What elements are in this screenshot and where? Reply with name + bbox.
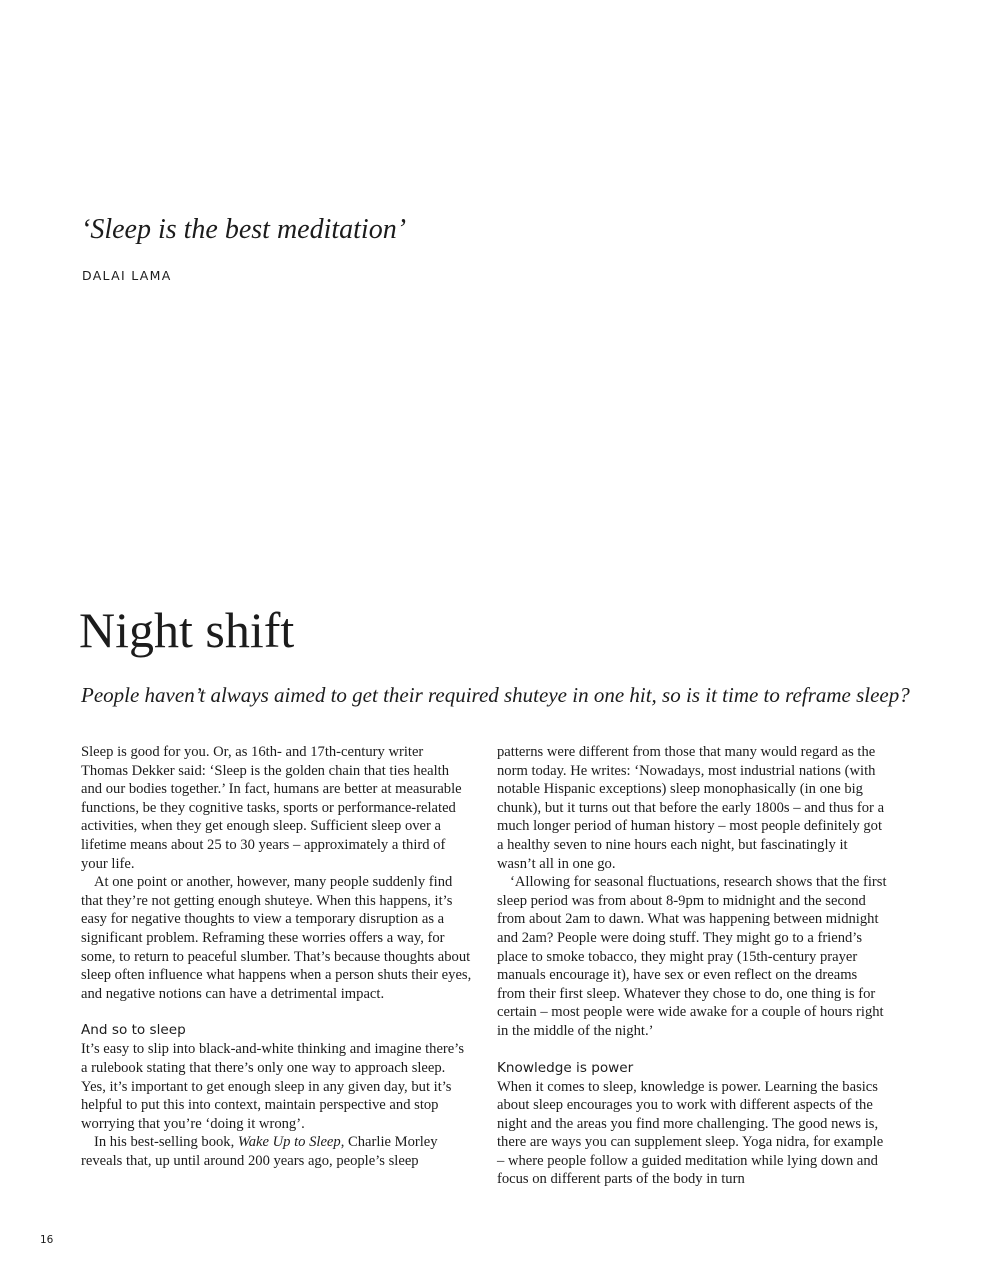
body-paragraph: At one point or another, however, many people suddenly find that they’re not getting enough shuteye. When this happens, it’s easy for negative thoughts to view a temporary disruption as a significant problem. Reframing these worries offers a way, for some, to return to peaceful slumber. That’s because thoughts about sleep often influence what happens when a person shuts their eyes, and negative notions can have a detrimental impact. [81, 874, 472, 1002]
body-paragraph [81, 1133, 473, 1170]
body-text: , Charlie Morley reveals that, up until around 200 years ago, people’s sleep [81, 1134, 438, 1169]
article-title: Night shift [79, 602, 295, 658]
body-paragraph: When it comes to sleep, knowledge is power. Learning the basics about sleep encourages you to work with different aspects of the night and the areas you find more challenging. The good news is, there are ways you can supplement sleep. Yoga nidra, for example – where people follow a guided meditation while lying down and focus on different parts of the body in turn [497, 1078, 884, 1188]
page-number: 16 [40, 1234, 54, 1246]
body-paragraph: ‘Allowing for seasonal fluctuations, research shows that the first sleep period was from about 8-9pm to midnight and the second from about 2am to dawn. What was happening between midnight and 2am? People were doing stuff. They might go to a friend’s place to smoke tobacco, they might pray (15th-century prayer manuals encourage it), have sex or even reflect on the dreams from their first sleep. Whatever they chose to do, one thing is for certain – most people were wide awake for a couple of hours right in the middle of the night.’ [497, 874, 887, 1039]
body-paragraph: patterns were different from those that many would regard as the norm today. He writes: ‘Nowadays, most industrial nations (with notable Hispanic exceptions) sleep monophasically (in one big chunk), but it turns out that before the early 1800s – and thus for a much longer period of human history – most people definitely got a healthy seven to nine hours each night, but fascinatingly it wasn’t all in one go. [497, 744, 885, 872]
body-paragraph: It’s easy to slip into black-and-white thinking and imagine there’s a rulebook stating that there’s only one way to approach sleep. Yes, it’s important to get enough sleep in any given day, but it’s helpful to put this into context, maintain perspective and stop worrying that you’re ‘doing it wrong’. [81, 1041, 464, 1132]
section-heading: And so to sleep [81, 1022, 186, 1039]
left-column [81, 743, 473, 1170]
article-standfirst: People haven’t always aimed to get their required shuteye in one hit, so is it time to reframe sleep? [81, 683, 910, 707]
section-heading: Knowledge is power [497, 1059, 634, 1076]
epigraph-quote: ‘Sleep is the best meditation’ [81, 214, 407, 245]
right-column [497, 743, 889, 1189]
epigraph-author: DALAI LAMA [82, 268, 172, 283]
body-text: In his best-selling book, [94, 1134, 238, 1151]
body-paragraph: Sleep is good for you. Or, as 16th- and 17th-century writer Thomas Dekker said: ‘Sleep is the golden chain that ties health and our bodies together.’ In fact, humans are better at measurable functions, be they cognitive tasks, sports or performance-related activities, when they get enough sleep. Sufficient sleep over a lifetime means about 25 to 30 years – approximately a third of your life. [81, 744, 462, 872]
book-title: Wake Up to Sleep [237, 1134, 341, 1151]
